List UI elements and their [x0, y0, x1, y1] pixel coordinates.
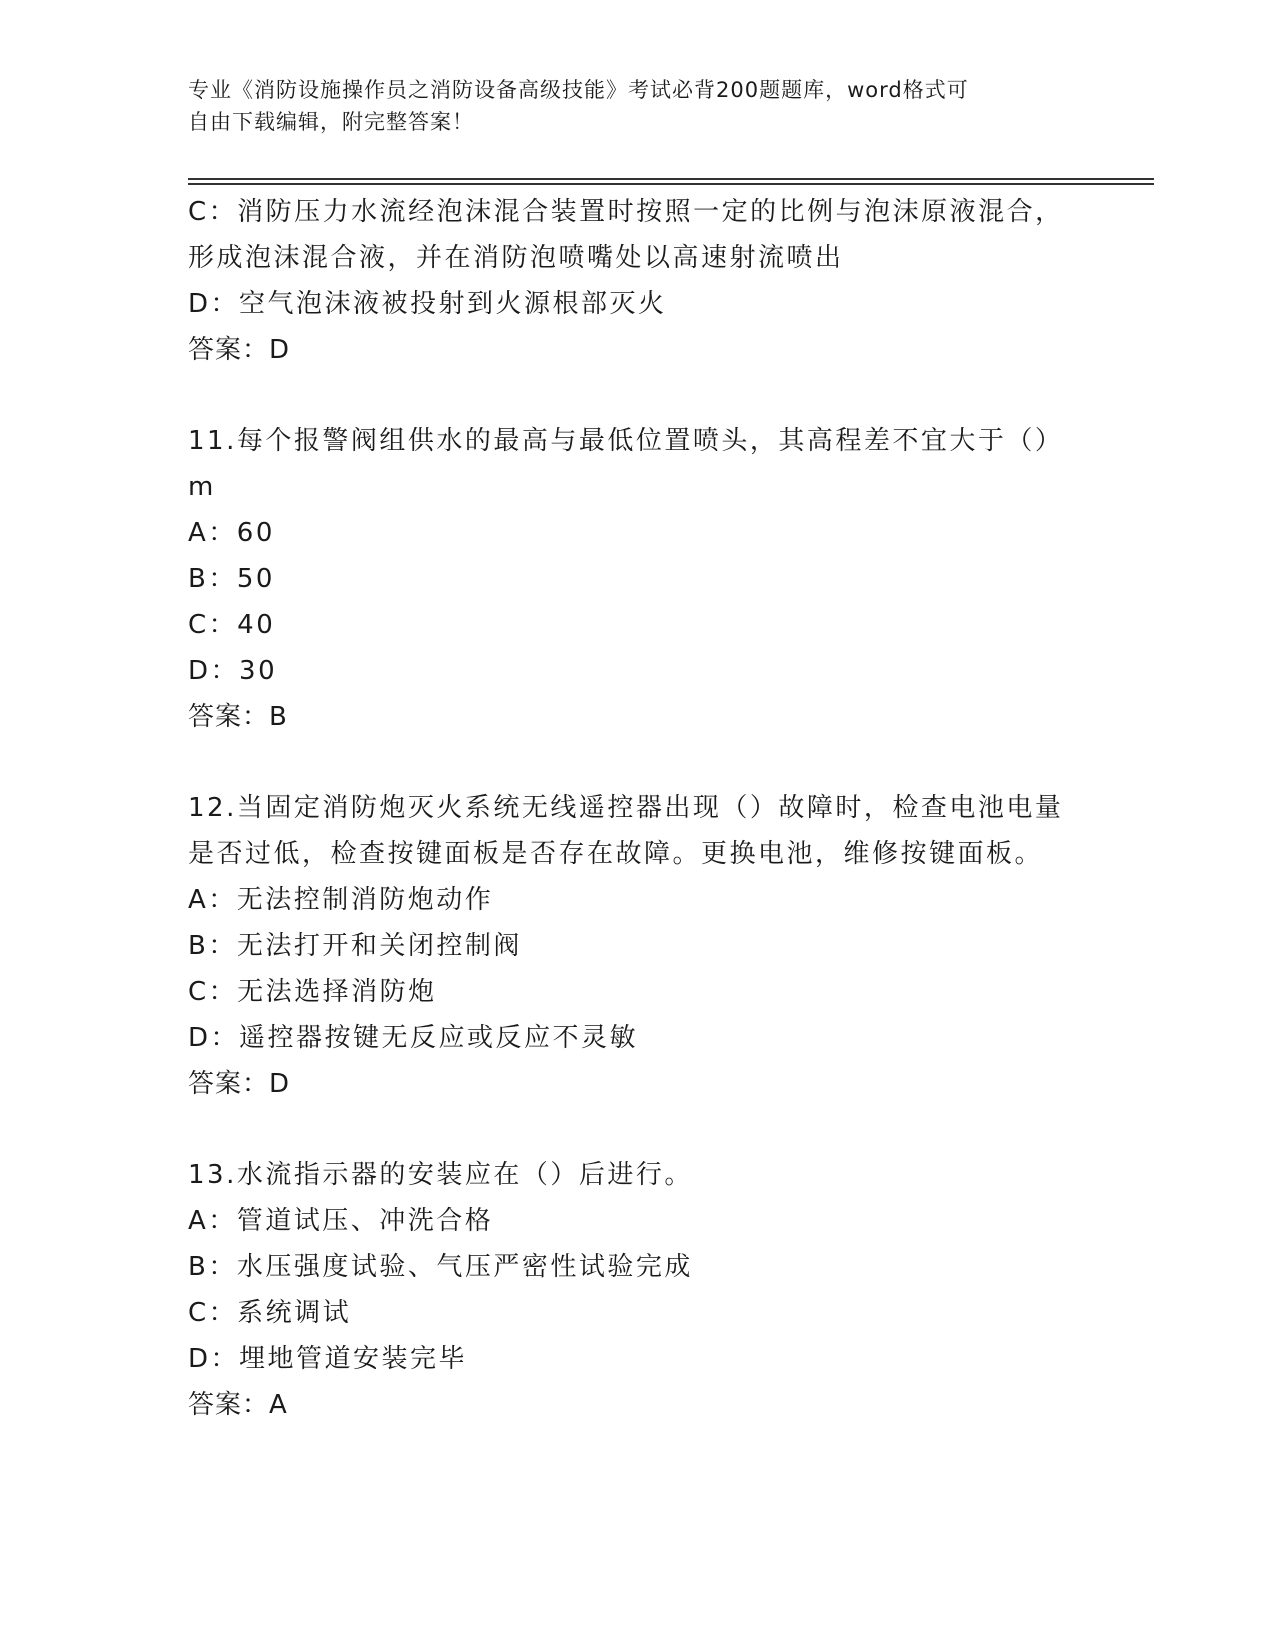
option-d: D：30	[188, 656, 278, 686]
spacer	[188, 740, 1088, 785]
question-13	[188, 1152, 1088, 1428]
document-header	[188, 74, 1088, 138]
question-stem-line-1: 11.每个报警阀组供水的最高与最低位置喷头，其高程差不宜大于（）	[188, 426, 1064, 456]
option-d: D：空气泡沫液被投射到火源根部灭火	[188, 289, 667, 319]
option-c-line-1: C：消防压力水流经泡沫混合装置时按照一定的比例与泡沫原液混合，	[188, 197, 1064, 227]
header-line-2: 自由下载编辑，附完整答案！	[188, 110, 474, 134]
question-stem-line-2: m	[188, 472, 216, 502]
spacer	[188, 1107, 1088, 1152]
option-c-line-2: 形成泡沫混合液，并在消防泡喷嘴处以高速射流喷出	[188, 243, 844, 273]
question-stem-line-2: 是否过低，检查按键面板是否存在故障。更换电池，维修按键面板。	[188, 839, 1044, 869]
question-12	[188, 785, 1088, 1107]
option-b: B：无法打开和关闭控制阀	[188, 931, 522, 961]
option-c: C：系统调试	[188, 1298, 352, 1328]
question-list	[188, 189, 1088, 1428]
question-11	[188, 418, 1088, 740]
header-divider-bottom	[188, 183, 1154, 185]
spacer	[188, 373, 1088, 418]
option-a: A：无法控制消防炮动作	[188, 885, 494, 915]
answer: 答案：D	[188, 335, 291, 365]
question-stem-line-1: 12.当固定消防炮灭火系统无线遥控器出现（）故障时，检查电池电量	[188, 793, 1064, 823]
header-divider-top	[188, 178, 1154, 180]
answer: 答案：D	[188, 1069, 291, 1099]
option-c: C：无法选择消防炮	[188, 977, 437, 1007]
question-stem-line-1: 13.水流指示器的安装应在（）后进行。	[188, 1160, 693, 1190]
previous-question-tail	[188, 189, 1088, 373]
answer: 答案：B	[188, 702, 288, 732]
option-b: B：水压强度试验、气压严密性试验完成	[188, 1252, 693, 1282]
option-d: D：遥控器按键无反应或反应不灵敏	[188, 1023, 639, 1053]
header-line-1: 专业《消防设施操作员之消防设备高级技能》考试必背200题题库，word格式可	[188, 78, 969, 102]
option-a: A：管道试压、冲洗合格	[188, 1206, 494, 1236]
option-b: B：50	[188, 564, 275, 594]
option-c: C：40	[188, 610, 276, 640]
option-d: D：埋地管道安装完毕	[188, 1344, 468, 1374]
option-a: A：60	[188, 518, 275, 548]
answer: 答案：A	[188, 1390, 288, 1420]
